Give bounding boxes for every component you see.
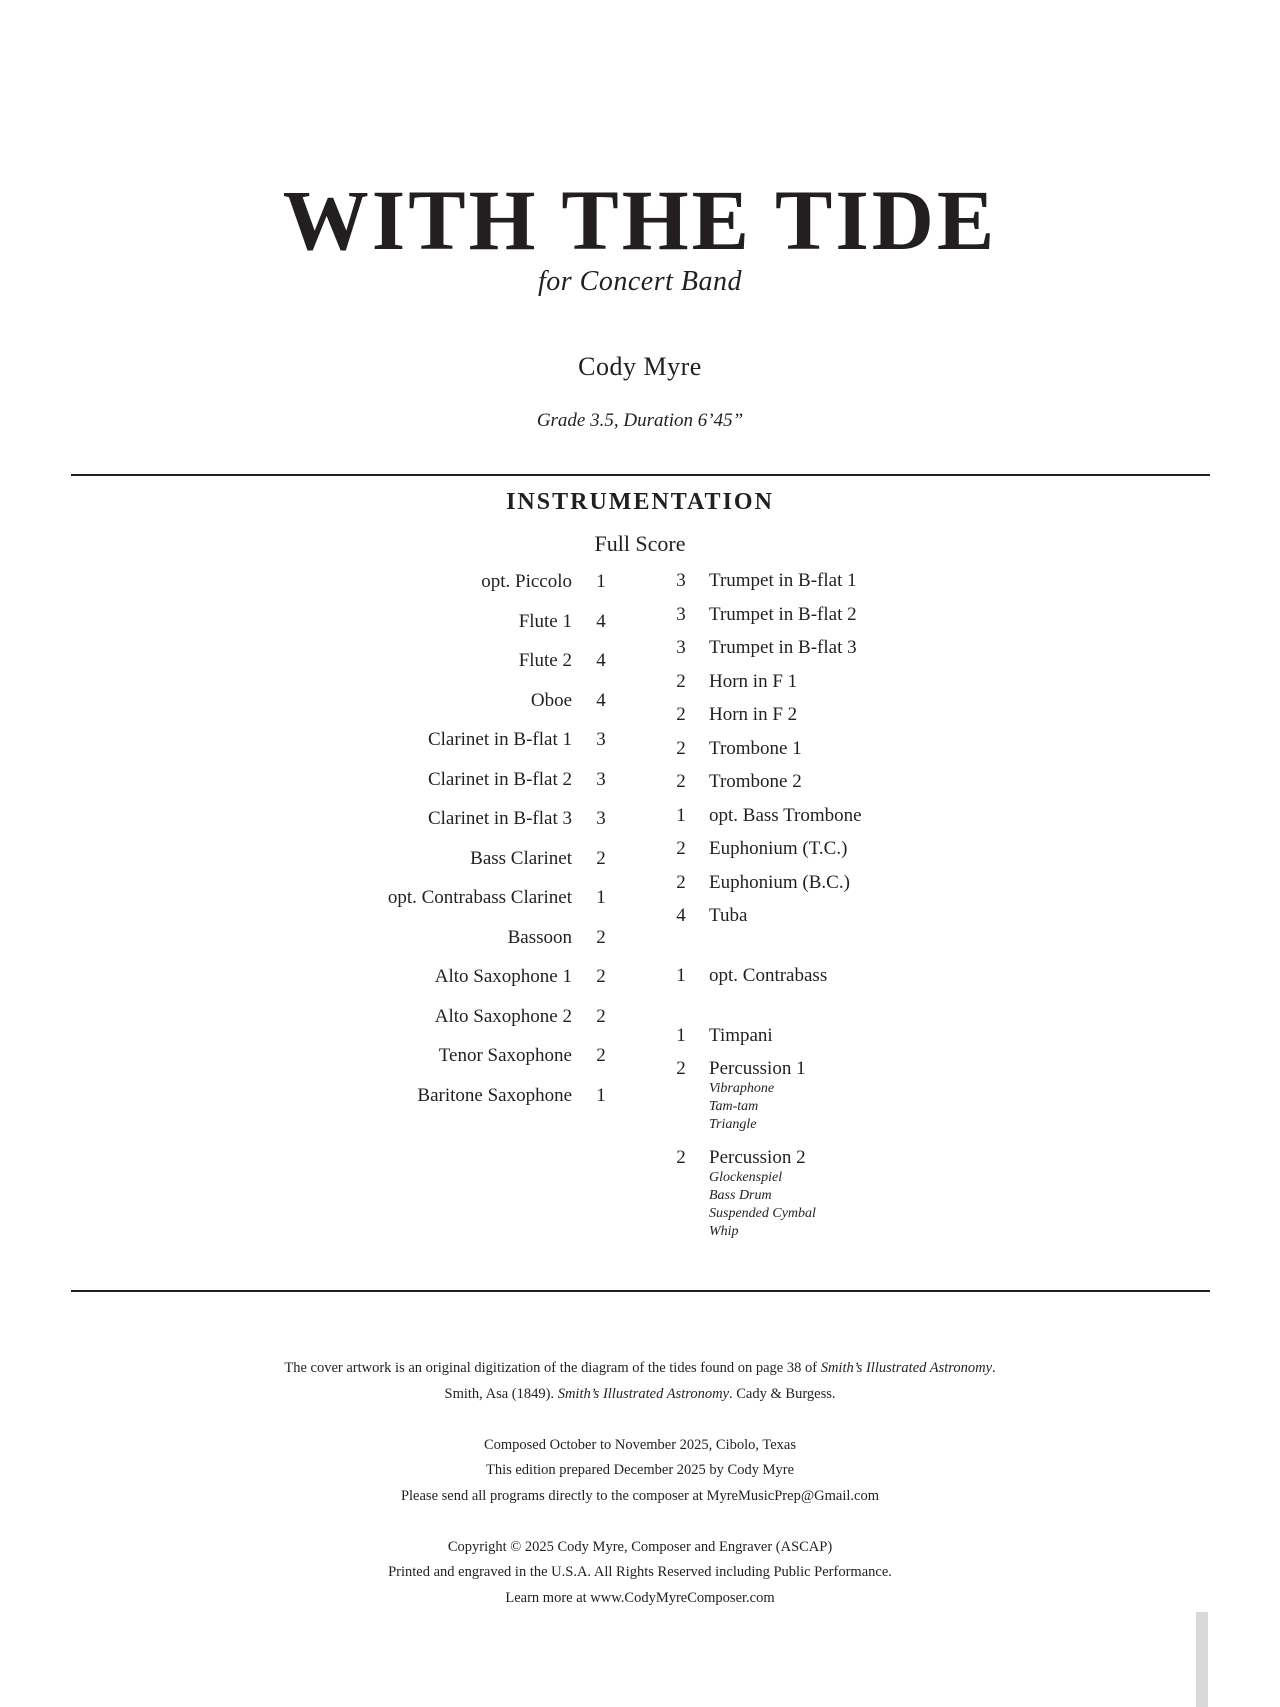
instrument-name: Clarinet in B-flat 2 [427, 768, 572, 790]
instrument-row [300, 804, 612, 834]
part-count: 3 [676, 603, 686, 625]
part-count: 1 [676, 804, 686, 826]
part-count: 4 [596, 610, 606, 632]
percussion-instrument: Whip [709, 1224, 739, 1239]
part-count: 2 [596, 966, 606, 987]
instrument-name: Trumpet in B-flat 2 [709, 603, 857, 625]
page-title: WITH THE TIDE [282, 172, 998, 268]
instrument-name: opt. Contrabass [709, 965, 828, 986]
part-count: 2 [676, 1058, 686, 1079]
percussion-instruments [709, 1169, 816, 1241]
instrument-name: Percussion 2 [709, 1147, 806, 1168]
programs-note: Please send all programs directly to the composer at MyreMusicPrep@Gmail.com [400, 1487, 880, 1504]
part-count: 1 [676, 1025, 686, 1046]
instrument-name: Euphonium (B.C.) [709, 871, 850, 893]
instrument-name: Clarinet in B-flat 3 [427, 808, 572, 829]
printed-note: Printed and engraved in the U.S.A. All Rights Reserved including Public Performance. [388, 1564, 892, 1580]
instrument-row [300, 607, 612, 637]
part-count: 1 [596, 571, 606, 592]
percussion-instrument: Bass Drum [709, 1188, 772, 1203]
top-divider [71, 474, 1210, 476]
citation [0, 1382, 1280, 1408]
part-count: 4 [596, 650, 606, 671]
composed-note: Composed October to November 2025, Cibolo, Texas [483, 1436, 797, 1453]
part-count: 1 [596, 887, 606, 908]
instrumentation-heading: INSTRUMENTATION [506, 489, 774, 515]
credits-footer [0, 1356, 1280, 1611]
instrument-row [300, 1041, 612, 1071]
artwork-note-end: . [992, 1360, 996, 1376]
part-count: 3 [596, 729, 606, 750]
part-count: 4 [596, 689, 606, 711]
part-count: 3 [676, 570, 686, 591]
part-count: 2 [676, 670, 686, 692]
part-count: 1 [596, 1084, 606, 1106]
part-count: 2 [676, 737, 686, 759]
instrument-row [300, 1002, 612, 1032]
instrument-name: Tenor Saxophone [438, 1045, 572, 1066]
instrument-name: Tuba [709, 905, 748, 926]
artwork-note-text: The cover artwork is an original digitization of the diagram of the tides found on page 38 of [284, 1360, 821, 1376]
instrument-name: Timpani [709, 1025, 773, 1046]
instrument-row [300, 725, 612, 755]
instrument-name: Bass Clarinet [470, 847, 572, 869]
percussion-instrument: Triangle [709, 1117, 757, 1132]
percussion-instrument: Suspended Cymbal [709, 1206, 816, 1221]
percussion-instruments [709, 1080, 774, 1134]
composer-name: Cody Myre [578, 352, 702, 381]
instrument-row [300, 686, 612, 716]
instrument-row [300, 646, 612, 676]
bottom-divider [71, 1290, 1210, 1292]
instrument-name: Horn in F 1 [709, 670, 798, 692]
instrument-row [300, 844, 612, 874]
instrument-name: Trombone 2 [709, 771, 802, 792]
part-count: 2 [676, 838, 686, 859]
instrument-name: Baritone Saxophone [417, 1084, 572, 1106]
percussion-instrument: Vibraphone [709, 1081, 775, 1096]
instrument-row [300, 765, 612, 795]
part-count: 1 [676, 965, 686, 986]
part-count: 3 [596, 808, 606, 829]
instrument-name: Alto Saxophone 1 [434, 966, 572, 987]
instrument-name: Trumpet in B-flat 3 [709, 637, 857, 658]
instrument-name: opt. Contrabass Clarinet [387, 887, 572, 908]
instrument-row [300, 923, 612, 953]
instrument-row [300, 567, 612, 597]
instrument-name: Flute 2 [518, 650, 572, 671]
instrument-name: Euphonium (T.C.) [709, 838, 848, 859]
citation-publisher: . Cady & Burgess. [729, 1385, 836, 1402]
grade-duration: Grade 3.5, Duration 6’45” [536, 410, 744, 431]
part-count: 2 [596, 847, 606, 869]
book-title: Smith’s Illustrated Astronomy [820, 1360, 993, 1376]
part-count: 3 [596, 768, 606, 790]
instrument-name: Trumpet in B-flat 1 [709, 570, 857, 591]
part-count: 2 [676, 771, 686, 792]
part-count: 2 [676, 871, 686, 893]
full-score-label: Full Score [594, 531, 686, 556]
instrument-name: Clarinet in B-flat 1 [427, 729, 572, 750]
part-count: 2 [596, 1045, 606, 1066]
artwork-note [0, 1356, 1280, 1382]
part-count: 4 [676, 905, 686, 926]
instrument-row [300, 962, 612, 992]
instrument-name: opt. Piccolo [481, 571, 572, 592]
instrument-row [300, 1081, 612, 1111]
percussion-instrument: Glockenspiel [709, 1170, 783, 1185]
website-note: Learn more at www.CodyMyreComposer.com [505, 1589, 775, 1606]
part-count: 2 [676, 704, 686, 725]
part-count: 2 [596, 1005, 606, 1027]
instrument-name: Percussion 1 [709, 1058, 806, 1079]
scrollbar-thumb[interactable] [1196, 1612, 1208, 1707]
instrument-name: Bassoon [507, 926, 572, 948]
part-count: 3 [676, 637, 686, 658]
percussion-instrument: Tam-tam [709, 1099, 759, 1114]
edition-note: This edition prepared December 2025 by Cody Myre [485, 1462, 795, 1478]
part-count: 2 [676, 1147, 686, 1168]
instrument-name: Horn in F 2 [709, 704, 798, 725]
citation-author: Smith, Asa (1849). [444, 1385, 558, 1402]
instrument-name: Trombone 1 [709, 737, 802, 759]
subtitle: for Concert Band [538, 266, 742, 297]
copyright-note: Copyright © 2025 Cody Myre, Composer and Engraver (ASCAP) [447, 1538, 833, 1555]
instrument-name: Flute 1 [518, 610, 572, 632]
book-title: Smith’s Illustrated Astronomy [557, 1385, 730, 1402]
instrument-name: opt. Bass Trombone [709, 804, 862, 826]
instrument-name: Oboe [530, 689, 572, 711]
part-count: 2 [596, 926, 606, 948]
instrument-row [300, 883, 612, 913]
instrument-name: Alto Saxophone 2 [434, 1005, 572, 1027]
